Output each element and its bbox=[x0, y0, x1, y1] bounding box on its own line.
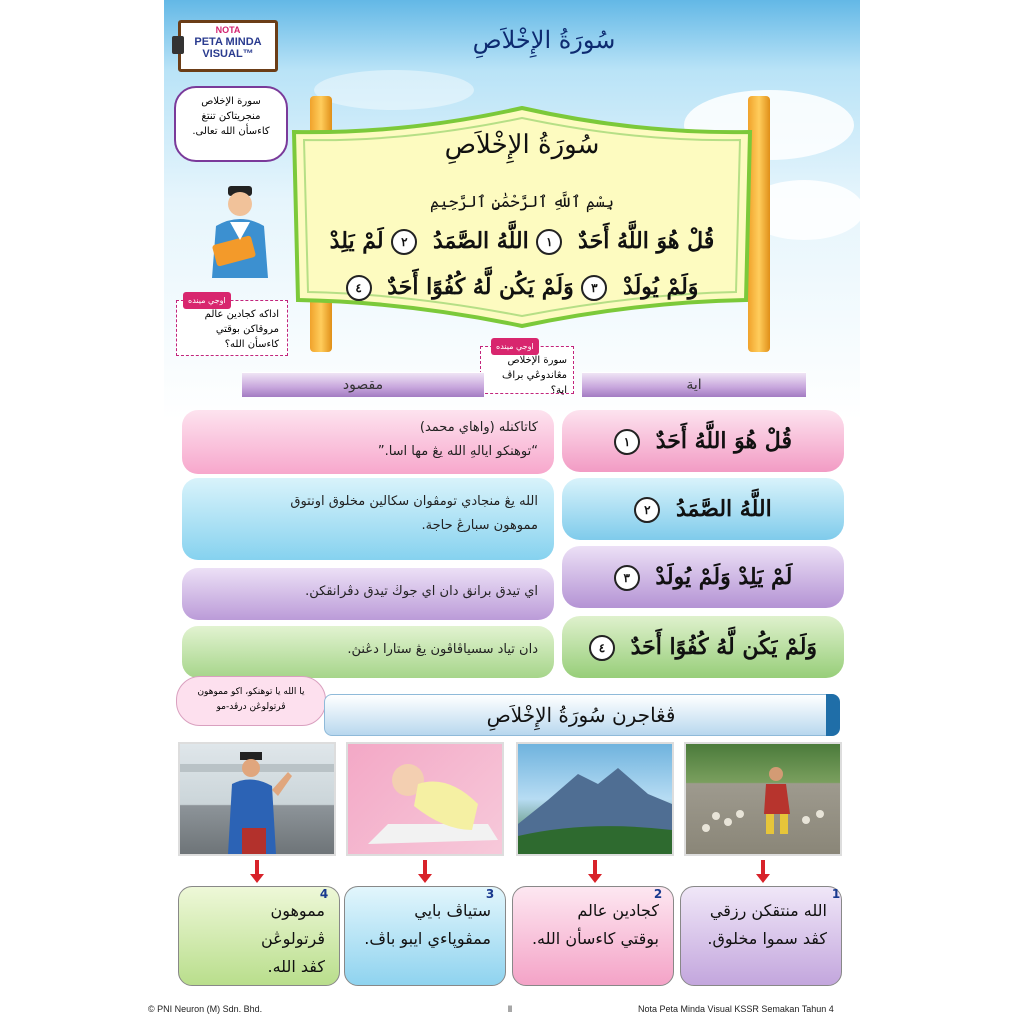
verse-number: ٢ bbox=[391, 229, 417, 255]
star-number-badge: ★ 1 bbox=[825, 883, 847, 905]
aya-row-3: لَمْ يَلِدْ وَلَمْ يُولَدْ ٣ bbox=[562, 546, 844, 608]
verse-number: ١ bbox=[614, 429, 640, 455]
binder-clip-icon bbox=[172, 36, 184, 54]
footer-series-title: Nota Peta Minda Visual KSSR Semakan Tahun 4 bbox=[638, 1004, 834, 1014]
logo: NOTA PETA MINDA VISUAL™ bbox=[178, 20, 278, 72]
photo-baby bbox=[346, 742, 504, 856]
aya-row-4: وَلَمْ يَكُن لَّهُ كُفُوًا أَحَدٌ ٤ bbox=[562, 616, 844, 678]
photo-man-praying bbox=[178, 742, 336, 856]
star-number-badge: ★ 3 bbox=[479, 883, 501, 905]
verse-number: ٣ bbox=[581, 275, 607, 301]
lesson-card-1: ★ 1 الله منتقكن رزقي كڤد سموا مخلوق. bbox=[680, 886, 842, 986]
star-number-badge: ★ 2 bbox=[647, 883, 669, 905]
column-header-meaning: مقصود bbox=[242, 372, 484, 397]
arrow-down-icon bbox=[255, 860, 259, 876]
star-number-badge: ★ 4 bbox=[313, 883, 335, 905]
verse-number: ٤ bbox=[589, 635, 615, 661]
intro-speech-bubble: سورة الإخلاص منجريتاكن تنتغ كاءسأن الله تعالى. bbox=[174, 86, 288, 162]
reflection-note-center: اوجي مينده سورة الإخلاص مڠاندوڠي براڤ اية؟ bbox=[480, 346, 574, 394]
boy-reading-icon bbox=[194, 182, 284, 278]
verse-line-1: قُلْ هُوَ اللَّهُ أَحَدٌ ١ اللَّهُ الصَّمَدُ ٢ لَمْ يَلِدْ bbox=[329, 228, 715, 254]
photo-farmer-ducks bbox=[684, 742, 842, 856]
lesson-card-2: ★ 2 كجادين عالم بوقتي كاءسأن الله. bbox=[512, 886, 674, 986]
lesson-card-4: ★ 4 مموهون ڤرتولوڠن كڤد الله. bbox=[178, 886, 340, 986]
footer-page-number: ll bbox=[508, 1004, 512, 1014]
verse-number: ١ bbox=[536, 229, 562, 255]
aya-row-1: قُلْ هُوَ اللَّهُ أَحَدٌ ١ bbox=[562, 410, 844, 472]
verse-number: ٤ bbox=[346, 275, 372, 301]
page bbox=[148, 0, 860, 1024]
aya-row-2: اللَّهُ الصَّمَدُ ٢ bbox=[562, 478, 844, 540]
bismillah: بِسْمِ ٱللَّهِ ٱلرَّحْمَٰنِ ٱلرَّحِيمِ bbox=[429, 192, 614, 211]
scroll-title: سُورَةُ الإِخْلاَصِ bbox=[444, 130, 600, 160]
meaning-row-2: الله يڠ منجادي تومڤوان سكالين مخلوق اونتوق مموهون سبارڠ حاجة. bbox=[182, 478, 554, 560]
banner-tail bbox=[826, 694, 840, 736]
verse-line-2: وَلَمْ يُولَدْ ٣ وَلَمْ يَكُن لَّهُ كُفُوًا أَحَدٌ ٤ bbox=[302, 274, 742, 301]
lessons-banner: ڤڠاجرن سُورَةُ الإِخْلاَصِ bbox=[324, 694, 838, 736]
verse-number: ٢ bbox=[634, 497, 660, 523]
reflection-note-left: اوجي مينده اداكه كجادين عالم مروقاكن بوقتي كاءسأن الله؟ bbox=[176, 300, 288, 356]
photo-mountain bbox=[516, 742, 674, 856]
column-header-aya: اية bbox=[582, 372, 806, 397]
arrow-down-icon bbox=[423, 860, 427, 876]
page-title: سُورَةُ الإِخْلاَصِ bbox=[472, 26, 616, 54]
lesson-card-3: ★ 3 ستياڤ بايي ممڤوڽاءي ايبو باڤ. bbox=[344, 886, 506, 986]
arrow-down-icon bbox=[761, 860, 765, 876]
arrow-down-icon bbox=[593, 860, 597, 876]
meaning-row-1: كاتاكنله (واهاي محمد) “توهنكو ايالهِ الله يڠ مها اسا.” bbox=[182, 410, 554, 474]
footer-copyright: © PNI Neuron (M) Sdn. Bhd. bbox=[148, 1004, 263, 1014]
surah-scroll bbox=[288, 104, 756, 328]
prayer-thought-bubble: يا الله يا توهنكو، اكو مموهون ڤرتولوڠن درڤد-مو bbox=[176, 676, 326, 726]
meaning-row-3: اي تيدق برانق دان اي جوڬ تيدق دڤرانقكن. bbox=[182, 568, 554, 620]
verse-number: ٣ bbox=[614, 565, 640, 591]
meaning-row-4: دان تياد سسياڤاڤون يڠ ستارا دڠنڽ. bbox=[182, 626, 554, 678]
